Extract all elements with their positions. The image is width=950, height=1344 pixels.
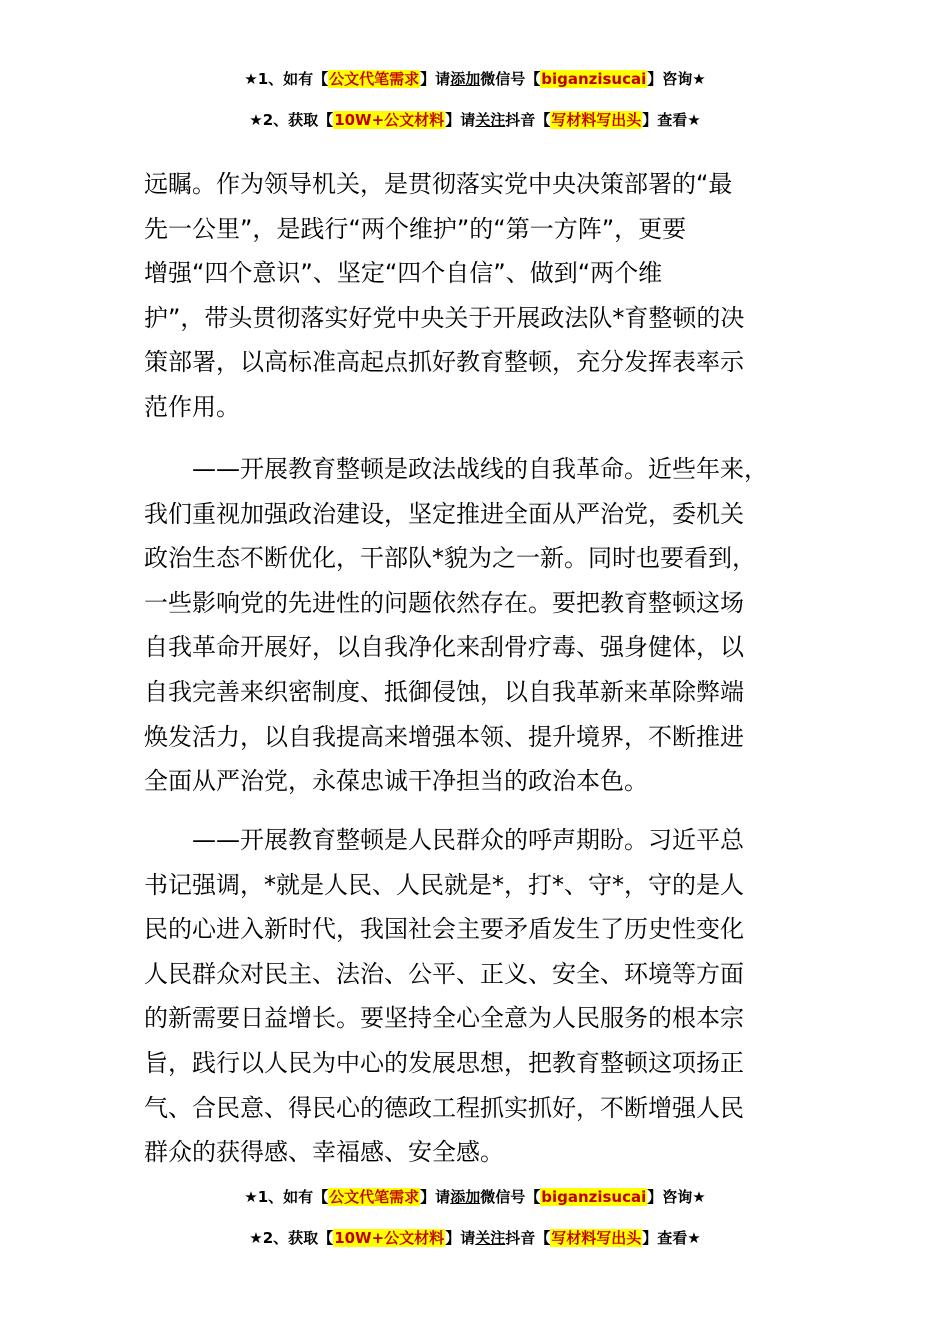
text-line: 护”，带头贯彻落实好党中央关于开展政法队*育整顿的决	[144, 303, 745, 332]
paragraph-1	[144, 162, 824, 430]
ad-banner-line-1-top	[0, 68, 950, 90]
text-line: 人民群众对民主、法治、公平、正义、安全、环境等方面	[144, 959, 744, 988]
banner-text: 】请	[420, 1188, 451, 1206]
underlined-add: 添加	[450, 1188, 481, 1206]
banner-text: 】请	[445, 111, 476, 129]
underlined-follow: 关注	[475, 1229, 506, 1247]
highlight-wechat-id: biganzisucai	[541, 70, 647, 88]
paragraph-3	[144, 818, 824, 1175]
text-line: 焕发活力，以自我提高来增强本领、提升境界，不断推进	[144, 722, 744, 751]
underlined-follow: 关注	[475, 111, 506, 129]
banner-text: 】查看★	[642, 1229, 701, 1247]
text-line: 群众的获得感、幸福感、安全感。	[144, 1138, 504, 1167]
underlined-add: 添加	[450, 70, 481, 88]
banner-text: 】请	[445, 1229, 476, 1247]
text-line: 一些影响党的先进性的问题依然存在。要把教育整顿这场	[144, 588, 744, 617]
highlight-ghostwriting: 公文代笔需求	[329, 70, 420, 88]
banner-text: ★2、获取【	[249, 111, 334, 129]
text-line: 策部署，以高标准高起点抓好教育整顿，充分发挥表率示	[144, 348, 744, 377]
text-line: 民的心进入新时代，我国社会主要矛盾发生了历史性变化	[144, 915, 744, 944]
text-line: 政治生态不断优化，干部队*貌为之一新。同时也要看到，	[144, 544, 756, 573]
banner-text: 抖音【	[505, 111, 551, 129]
text-line: 自我完善来织密制度、抵御侵蚀，以自我革新来革除弊端	[144, 677, 744, 706]
banner-text: 】查看★	[642, 111, 701, 129]
banner-text: 】咨询★	[647, 1188, 706, 1206]
highlight-douyin-id: 写材料写出头	[551, 111, 642, 129]
banner-text: 】请	[420, 70, 451, 88]
text-line: 增强“四个意识”、坚定“四个自信”、做到“两个维	[144, 259, 663, 288]
highlight-materials: 10W+公文材料	[334, 111, 445, 129]
highlight-materials: 10W+公文材料	[334, 1229, 445, 1247]
highlight-ghostwriting: 公文代笔需求	[329, 1188, 420, 1206]
banner-text: ★1、如有【	[244, 1188, 329, 1206]
banner-text: 】咨询★	[647, 70, 706, 88]
banner-text: 微信号【	[480, 1188, 541, 1206]
highlight-douyin-id: 写材料写出头	[551, 1229, 642, 1247]
banner-text: ★2、获取【	[249, 1229, 334, 1247]
text-line: 自我革命开展好，以自我净化来刮骨疗毒、强身健体，以	[144, 633, 744, 662]
highlight-wechat-id: biganzisucai	[541, 1188, 647, 1206]
text-line: 书记强调，*就是人民、人民就是*，打*、守*，守的是人	[144, 870, 744, 899]
text-line: 旨，践行以人民为中心的发展思想，把教育整顿这项扬正	[144, 1048, 744, 1077]
ad-banner-line-2-bottom	[0, 1227, 950, 1249]
text-line: 先一公里”，是践行“两个维护”的“第一方阵”，更要	[144, 214, 687, 243]
banner-text: ★1、如有【	[244, 70, 329, 88]
text-line: 全面从严治党，永葆忠诚干净担当的政治本色。	[144, 767, 648, 796]
banner-text: 微信号【	[480, 70, 541, 88]
text-line: 气、合民意、得民心的德政工程抓实抓好，不断增强人民	[144, 1093, 744, 1122]
text-line: 范作用。	[144, 392, 240, 421]
text-line: 我们重视加强政治建设，坚定推进全面从严治党，委机关	[144, 499, 744, 528]
banner-text: 抖音【	[505, 1229, 551, 1247]
ad-banner-line-1-bottom	[0, 1186, 950, 1208]
text-line: ——开展教育整顿是政法战线的自我革命。近些年来，	[144, 455, 768, 483]
text-line: ——开展教育整顿是人民群众的呼声期盼。习近平总	[144, 826, 744, 854]
paragraph-2	[144, 447, 824, 804]
text-line: 远瞩。作为领导机关，是贯彻落实党中央决策部署的“最	[144, 170, 733, 198]
text-line: 的新需要日益增长。要坚持全心全意为人民服务的根本宗	[144, 1004, 744, 1033]
ad-banner-line-2-top	[0, 109, 950, 131]
